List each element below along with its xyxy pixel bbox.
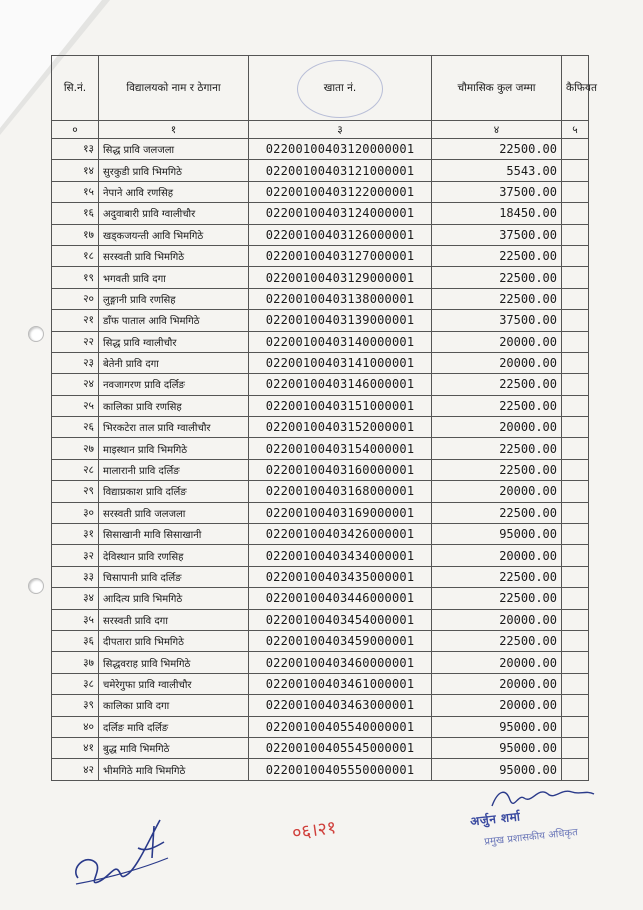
table-row xyxy=(52,139,589,160)
row-school-name: भीमगिठे मावि भिमगिठे xyxy=(99,759,249,780)
row-account-number: 02200100403152000001 xyxy=(249,417,432,438)
row-remarks xyxy=(562,737,589,758)
row-school-name: दीपतारा प्रावि भिमगिठे xyxy=(99,630,249,651)
row-total-amount: 22500.00 xyxy=(432,630,562,651)
row-total-amount: 22500.00 xyxy=(432,374,562,395)
header-school: विद्यालयको नाम र ठेगाना xyxy=(99,56,249,121)
row-total-amount: 37500.00 xyxy=(432,181,562,202)
row-remarks xyxy=(562,352,589,373)
row-serial-number: ३५ xyxy=(52,609,99,630)
row-account-number: 02200100403139000001 xyxy=(249,310,432,331)
header-remarks: कैफियत xyxy=(562,56,589,121)
row-total-amount: 95000.00 xyxy=(432,716,562,737)
row-school-name: कालिका प्रावि रणसिह xyxy=(99,395,249,416)
row-remarks xyxy=(562,160,589,181)
row-serial-number: १८ xyxy=(52,245,99,266)
row-serial-number: ३१ xyxy=(52,524,99,545)
row-serial-number: ३६ xyxy=(52,630,99,651)
row-total-amount: 22500.00 xyxy=(432,438,562,459)
row-total-amount: 20000.00 xyxy=(432,673,562,694)
row-remarks xyxy=(562,524,589,545)
table-row xyxy=(52,310,589,331)
row-serial-number: २८ xyxy=(52,459,99,480)
row-school-name: देविस्थान प्रावि रणसिह xyxy=(99,545,249,566)
row-remarks xyxy=(562,310,589,331)
row-school-name: कालिका प्रावि दगा xyxy=(99,695,249,716)
row-total-amount: 20000.00 xyxy=(432,417,562,438)
row-total-amount: 20000.00 xyxy=(432,652,562,673)
row-total-amount: 20000.00 xyxy=(432,695,562,716)
row-school-name: चमेरेगुफा प्रावि ग्वालीचौर xyxy=(99,673,249,694)
table-row xyxy=(52,545,589,566)
officer-name: अर्जुन शर्मा xyxy=(469,809,522,829)
row-account-number: 02200100403459000001 xyxy=(249,630,432,651)
row-total-amount: 37500.00 xyxy=(432,310,562,331)
row-remarks xyxy=(562,267,589,288)
row-school-name: आदित्य प्रावि भिमगिठे xyxy=(99,588,249,609)
row-account-number: 02200100405540000001 xyxy=(249,716,432,737)
row-total-amount: 22500.00 xyxy=(432,459,562,480)
row-account-number: 02200100403122000001 xyxy=(249,181,432,202)
row-serial-number: ३७ xyxy=(52,652,99,673)
row-school-name: भिरकटेरा ताल प्रावि ग्वालीचौर xyxy=(99,417,249,438)
table-row xyxy=(52,588,589,609)
row-serial-number: ४२ xyxy=(52,759,99,780)
row-remarks xyxy=(562,481,589,502)
row-school-name: बेतेनी प्रावि दगा xyxy=(99,352,249,373)
row-remarks xyxy=(562,652,589,673)
table-row xyxy=(52,203,589,224)
row-remarks xyxy=(562,395,589,416)
row-school-name: विद्याप्रकाश प्रावि दर्लिङ xyxy=(99,481,249,502)
punch-hole-upper xyxy=(28,326,44,342)
row-serial-number: २४ xyxy=(52,374,99,395)
row-total-amount: 95000.00 xyxy=(432,524,562,545)
row-account-number: 02200100403461000001 xyxy=(249,673,432,694)
row-account-number: 02200100403121000001 xyxy=(249,160,432,181)
officer-title: प्रमुख प्रशासकीय अधिकृत xyxy=(483,827,579,848)
row-account-number: 02200100403168000001 xyxy=(249,481,432,502)
row-school-name: सुरकुडी प्रावि भिमगिठे xyxy=(99,160,249,181)
table-row xyxy=(52,352,589,373)
table-row xyxy=(52,481,589,502)
row-school-name: सिसाखानी मावि सिसाखानी xyxy=(99,524,249,545)
row-remarks xyxy=(562,374,589,395)
row-serial-number: २६ xyxy=(52,417,99,438)
row-account-number: 02200100403140000001 xyxy=(249,331,432,352)
handwritten-signature-left xyxy=(68,808,180,894)
row-account-number: 02200100403463000001 xyxy=(249,695,432,716)
header-total: चौमासिक कुल जम्मा xyxy=(432,56,562,121)
row-serial-number: १६ xyxy=(52,203,99,224)
row-total-amount: 20000.00 xyxy=(432,331,562,352)
row-remarks xyxy=(562,224,589,245)
table-row xyxy=(52,417,589,438)
office-stamp xyxy=(297,60,383,118)
row-total-amount: 20000.00 xyxy=(432,545,562,566)
table-row xyxy=(52,566,589,587)
table-row xyxy=(52,502,589,523)
table-row xyxy=(52,267,589,288)
row-remarks xyxy=(562,245,589,266)
row-remarks xyxy=(562,609,589,630)
row-total-amount: 22500.00 xyxy=(432,588,562,609)
colnum-4: ५ xyxy=(562,121,589,139)
row-school-name: माइस्थान प्रावि भिमगिठे xyxy=(99,438,249,459)
punch-hole-lower xyxy=(28,578,44,594)
row-serial-number: १९ xyxy=(52,267,99,288)
row-remarks xyxy=(562,502,589,523)
row-school-name: सिद्ध प्रावि ग्वालीचौर xyxy=(99,331,249,352)
row-serial-number: ३२ xyxy=(52,545,99,566)
row-serial-number: २३ xyxy=(52,352,99,373)
row-total-amount: 18450.00 xyxy=(432,203,562,224)
row-school-name: लुङ्गानी प्रावि रणसिह xyxy=(99,288,249,309)
colnum-0: ० xyxy=(52,121,99,139)
row-account-number: 02200100403154000001 xyxy=(249,438,432,459)
row-account-number: 02200100403129000001 xyxy=(249,267,432,288)
row-total-amount: 20000.00 xyxy=(432,609,562,630)
row-remarks xyxy=(562,203,589,224)
row-serial-number: १३ xyxy=(52,139,99,160)
row-serial-number: २९ xyxy=(52,481,99,502)
row-account-number: 02200100403138000001 xyxy=(249,288,432,309)
row-school-name: सरस्वती प्रावि दगा xyxy=(99,609,249,630)
row-school-name: सिद्धवराह प्रावि भिमगिठे xyxy=(99,652,249,673)
row-remarks xyxy=(562,588,589,609)
row-remarks xyxy=(562,331,589,352)
row-serial-number: ३८ xyxy=(52,673,99,694)
row-school-name: दर्लिङ मावि दर्लिङ xyxy=(99,716,249,737)
row-account-number: 02200100403120000001 xyxy=(249,139,432,160)
row-account-number: 02200100403435000001 xyxy=(249,566,432,587)
row-school-name: सरस्वती प्रावि जलजला xyxy=(99,502,249,523)
row-account-number: 02200100403169000001 xyxy=(249,502,432,523)
row-remarks xyxy=(562,545,589,566)
school-account-table xyxy=(51,55,597,781)
row-serial-number: ४० xyxy=(52,716,99,737)
row-total-amount: 20000.00 xyxy=(432,352,562,373)
row-school-name: मालारानी प्रावि दर्लिङ xyxy=(99,459,249,480)
row-total-amount: 22500.00 xyxy=(432,288,562,309)
table-row xyxy=(52,374,589,395)
row-remarks xyxy=(562,181,589,202)
row-account-number: 02200100403454000001 xyxy=(249,609,432,630)
row-account-number: 02200100403434000001 xyxy=(249,545,432,566)
row-total-amount: 22500.00 xyxy=(432,566,562,587)
row-school-name: भगवती प्रावि दगा xyxy=(99,267,249,288)
table-row xyxy=(52,737,589,758)
row-serial-number: १५ xyxy=(52,181,99,202)
handwritten-date-mark: ०६।२१ xyxy=(290,817,338,844)
table-row xyxy=(52,181,589,202)
row-total-amount: 95000.00 xyxy=(432,737,562,758)
row-remarks xyxy=(562,417,589,438)
table-row xyxy=(52,652,589,673)
table-row xyxy=(52,695,589,716)
row-serial-number: ४१ xyxy=(52,737,99,758)
row-serial-number: १७ xyxy=(52,224,99,245)
table-row xyxy=(52,224,589,245)
row-school-name: नवजागरण प्रावि दर्लिङ xyxy=(99,374,249,395)
table-row xyxy=(52,245,589,266)
colnum-3: ४ xyxy=(432,121,562,139)
table-row xyxy=(52,524,589,545)
row-account-number: 02200100403151000001 xyxy=(249,395,432,416)
table-row xyxy=(52,716,589,737)
row-total-amount: 22500.00 xyxy=(432,245,562,266)
row-total-amount: 95000.00 xyxy=(432,759,562,780)
row-total-amount: 20000.00 xyxy=(432,481,562,502)
row-school-name: नेपाने आवि रणसिह xyxy=(99,181,249,202)
row-account-number: 02200100405550000001 xyxy=(249,759,432,780)
row-school-name: डाँफ पाताल आवि भिमगिठे xyxy=(99,310,249,331)
row-school-name: चिसापानी प्रावि दर्लिङ xyxy=(99,566,249,587)
row-serial-number: ३४ xyxy=(52,588,99,609)
column-number-row xyxy=(52,121,589,139)
row-serial-number: ३० xyxy=(52,502,99,523)
row-account-number: 02200100403160000001 xyxy=(249,459,432,480)
row-account-number: 02200100403126000001 xyxy=(249,224,432,245)
row-account-number: 02200100403141000001 xyxy=(249,352,432,373)
row-serial-number: २१ xyxy=(52,310,99,331)
row-school-name: अदुवाबारी प्रावि ग्वालीचौर xyxy=(99,203,249,224)
row-serial-number: १४ xyxy=(52,160,99,181)
table-body xyxy=(52,139,589,781)
row-total-amount: 22500.00 xyxy=(432,139,562,160)
row-school-name: सिद्ध प्रावि जलजला xyxy=(99,139,249,160)
row-serial-number: २७ xyxy=(52,438,99,459)
row-total-amount: 22500.00 xyxy=(432,267,562,288)
header-sn: सि.नं. xyxy=(52,56,99,121)
table-header-row xyxy=(52,56,589,121)
row-school-name: सरस्वती प्रावि भिमगिठे xyxy=(99,245,249,266)
table-row xyxy=(52,759,589,780)
row-remarks xyxy=(562,566,589,587)
row-account-number: 02200100403426000001 xyxy=(249,524,432,545)
row-account-number: 02200100403460000001 xyxy=(249,652,432,673)
table-row xyxy=(52,609,589,630)
row-serial-number: २२ xyxy=(52,331,99,352)
row-total-amount: 5543.00 xyxy=(432,160,562,181)
table-row xyxy=(52,331,589,352)
row-total-amount: 22500.00 xyxy=(432,395,562,416)
row-serial-number: ३९ xyxy=(52,695,99,716)
row-remarks xyxy=(562,438,589,459)
table-row xyxy=(52,160,589,181)
table-row xyxy=(52,395,589,416)
header-account-label: खाता नं. xyxy=(323,82,357,94)
row-remarks xyxy=(562,630,589,651)
table-row xyxy=(52,288,589,309)
row-serial-number: २० xyxy=(52,288,99,309)
row-remarks xyxy=(562,288,589,309)
colnum-2: ३ xyxy=(249,121,432,139)
row-remarks xyxy=(562,673,589,694)
row-school-name: खड्कजयन्ती आवि भिमगिठे xyxy=(99,224,249,245)
row-total-amount: 22500.00 xyxy=(432,502,562,523)
row-account-number: 02200100403124000001 xyxy=(249,203,432,224)
row-remarks xyxy=(562,716,589,737)
colnum-1: १ xyxy=(99,121,249,139)
row-serial-number: ३३ xyxy=(52,566,99,587)
row-remarks xyxy=(562,139,589,160)
table-row xyxy=(52,459,589,480)
row-account-number: 02200100403127000001 xyxy=(249,245,432,266)
row-serial-number: २५ xyxy=(52,395,99,416)
row-account-number: 02200100403446000001 xyxy=(249,588,432,609)
row-remarks xyxy=(562,459,589,480)
table-row xyxy=(52,673,589,694)
header-account xyxy=(249,56,432,121)
row-remarks xyxy=(562,759,589,780)
row-total-amount: 37500.00 xyxy=(432,224,562,245)
table-row xyxy=(52,438,589,459)
row-account-number: 02200100403146000001 xyxy=(249,374,432,395)
table-row xyxy=(52,630,589,651)
row-school-name: बुद्ध मावि भिमगिठे xyxy=(99,737,249,758)
row-remarks xyxy=(562,695,589,716)
row-account-number: 02200100405545000001 xyxy=(249,737,432,758)
